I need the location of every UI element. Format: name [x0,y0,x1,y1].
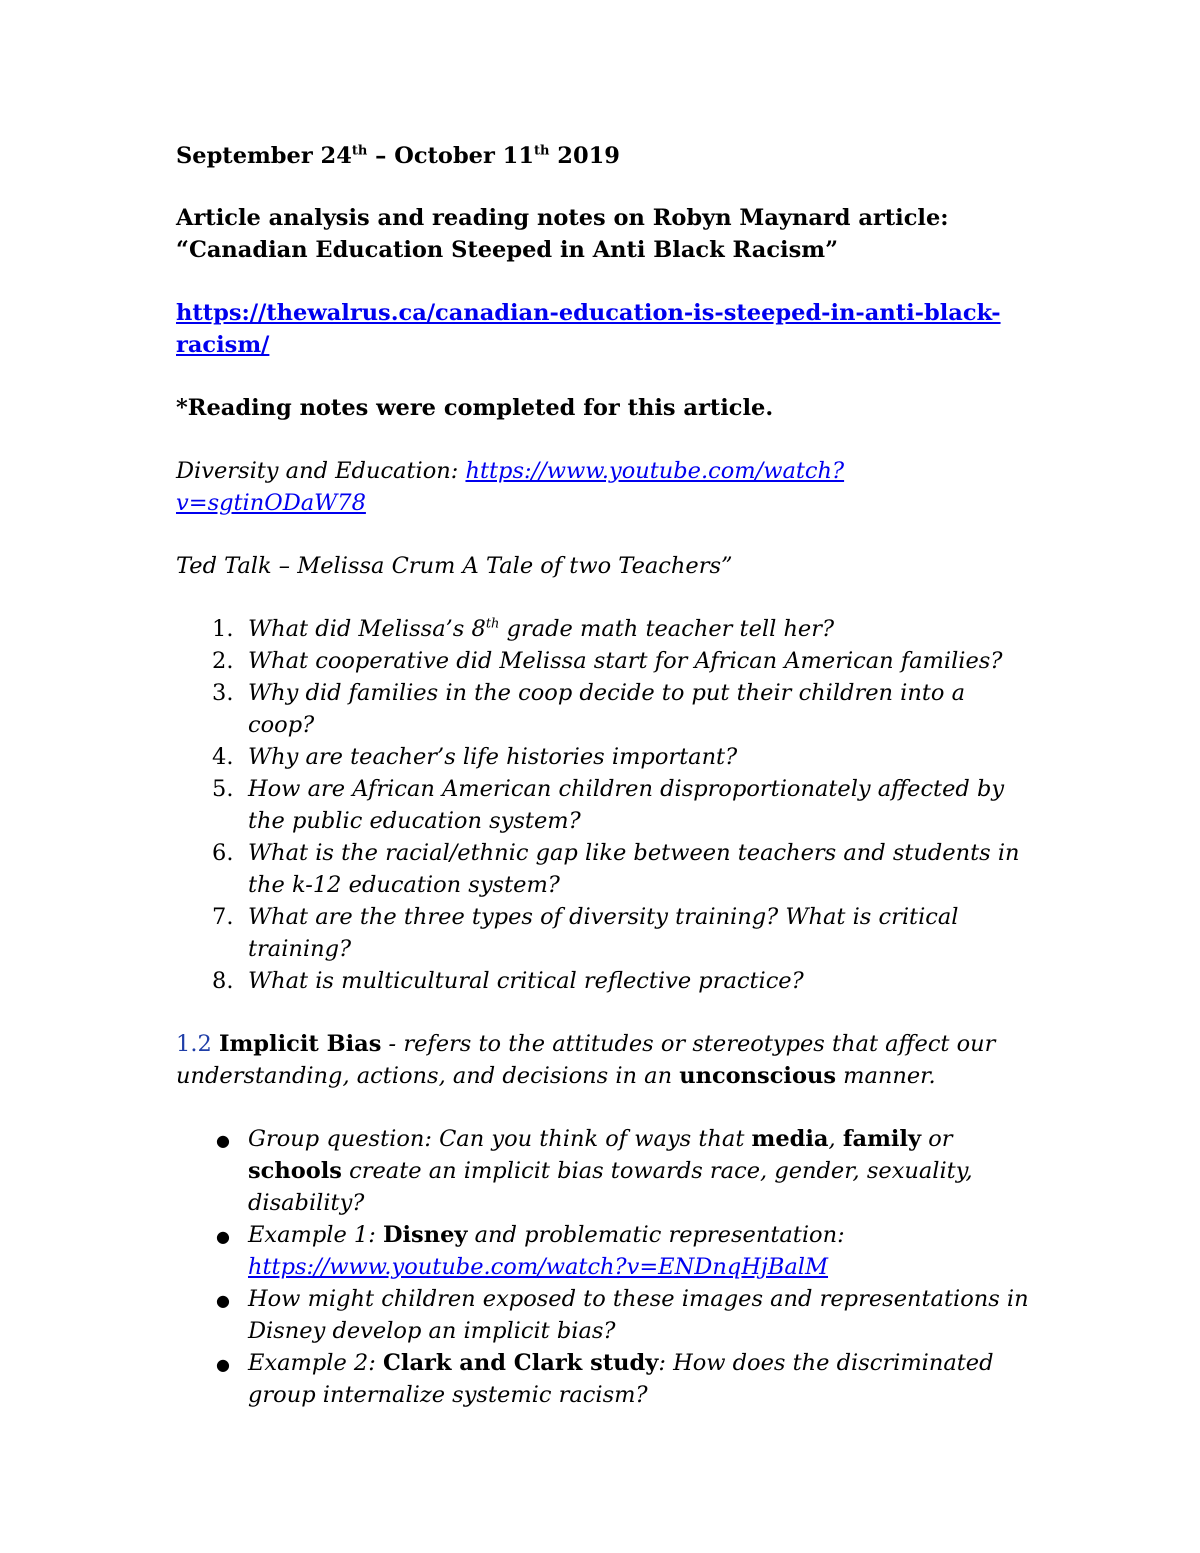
article-link-container [176,297,1036,361]
keyword-clark-study: Clark and Clark study [382,1350,659,1376]
bullet-text: create an implicit bias towards race, gender, sexuality, [341,1158,973,1184]
list-item [176,1219,1036,1283]
article-heading-line1: Article analysis and reading notes on Robyn Maynard article: [176,205,949,231]
question-text: What did Melissa’s 8 [248,616,486,642]
bullet-text: : How does the discriminated [658,1350,994,1376]
question-text: grade math teacher tell her? [499,616,835,642]
list-item [176,1123,1036,1219]
bullet-text: Group question: Can you think of ways that [248,1126,752,1152]
bullet-text: or [921,1126,953,1152]
implicit-bias-bullets [176,1123,1036,1411]
list-item [176,773,1036,837]
date-end-suffix: th [534,143,550,159]
keyword-disney: Disney [382,1222,468,1248]
keyword-family: family [842,1126,922,1152]
ted-questions-list [176,613,1036,997]
document-body [176,140,1036,1411]
definition-text: manner. [835,1063,936,1089]
list-item [176,901,1036,965]
bullet-icon [216,1283,230,1317]
question-text: What is multicultural critical reflective practice? [248,968,804,994]
date-heading [176,140,1036,172]
question-text: training? [248,936,352,962]
question-text: What are the three types of diversity training? What is critical [248,904,959,930]
bullet-text: Example 1: [248,1222,383,1248]
implicit-bias-term: Implicit Bias [218,1031,382,1057]
list-number: 4 . [212,741,233,773]
question-text: How are African American children disproportionately affected by [248,776,1005,802]
list-item [176,965,1036,997]
list-item [176,645,1036,677]
bullet-icon [216,1219,230,1253]
ordinal-suffix: th [485,616,500,632]
list-number: 5 . [212,773,233,805]
article-link[interactable] [176,300,1001,358]
date-end: – October 11 [367,143,534,169]
list-number: 3 . [212,677,233,709]
article-link-line2: racism/ [176,332,270,358]
ted-talk-title: Ted Talk – Melissa Crum A Tale of two Teachers” [176,553,733,579]
list-item [176,1283,1036,1347]
date-start: September 24 [176,143,352,169]
list-item [176,677,1036,741]
article-link-line1: https://thewalrus.ca/canadian-education-is-steeped-in-anti-black- [176,300,1001,326]
question-text: What cooperative did Melissa start for African American families? [248,648,1003,674]
question-text: the public education system? [248,808,581,834]
keyword-schools: schools [248,1158,342,1184]
list-item [176,1347,1036,1411]
bullet-text: and problematic representation: [467,1222,845,1248]
list-number: 8 . [212,965,233,997]
question-text: Why are teacher’s life histories important? [248,744,738,770]
diversity-label: Diversity and Education: [176,458,466,484]
bullet-text: Example 2: [248,1350,383,1376]
bullet-icon [216,1347,230,1381]
question-text: the k-12 education system? [248,872,560,898]
diversity-education-line [176,455,1036,519]
question-text: What is the racial/ethnic gap like between teachers and students in [248,840,1020,866]
diversity-link-line1: https://www.youtube.com/watch? [465,458,845,484]
list-number: 6 . [212,837,233,869]
definition-text: - refers to the attitudes or stereotypes that affect our [381,1031,996,1057]
definition-text: understanding, actions, and decisions in an [176,1063,680,1089]
question-text: Why did families in the coop decide to put their children into a coop? [248,680,966,738]
diversity-link-line2: v=sgtinODaW78 [176,490,366,516]
bullet-text: , [828,1126,843,1152]
bullet-text: disability? [248,1190,365,1216]
implicit-bias-definition [176,1028,1036,1092]
list-number: 7 . [212,901,233,933]
list-item [176,741,1036,773]
reading-notes-note: *Reading notes were completed for this article. [176,395,774,421]
list-item [176,613,1036,645]
keyword-media: media [751,1126,829,1152]
bullet-text: group internalize systemic racism? [248,1382,648,1408]
list-number: 1 . [212,613,233,645]
article-heading-line2: “Canadian Education Steeped in Anti Black Racism” [176,237,839,263]
section-number: 1.2 [176,1031,212,1057]
date-start-suffix: th [351,143,368,159]
disney-video-link[interactable]: https://www.youtube.com/watch?v=ENDnqHjBalM [248,1254,829,1280]
unconscious-term: unconscious [679,1063,836,1089]
bullet-text: Disney develop an implicit bias? [248,1318,616,1344]
bullet-text: How might children exposed to these images and representations in [248,1286,1029,1312]
bullet-icon [216,1123,230,1157]
date-year: 2019 [549,143,620,169]
list-number: 2 . [212,645,233,677]
list-item [176,837,1036,901]
